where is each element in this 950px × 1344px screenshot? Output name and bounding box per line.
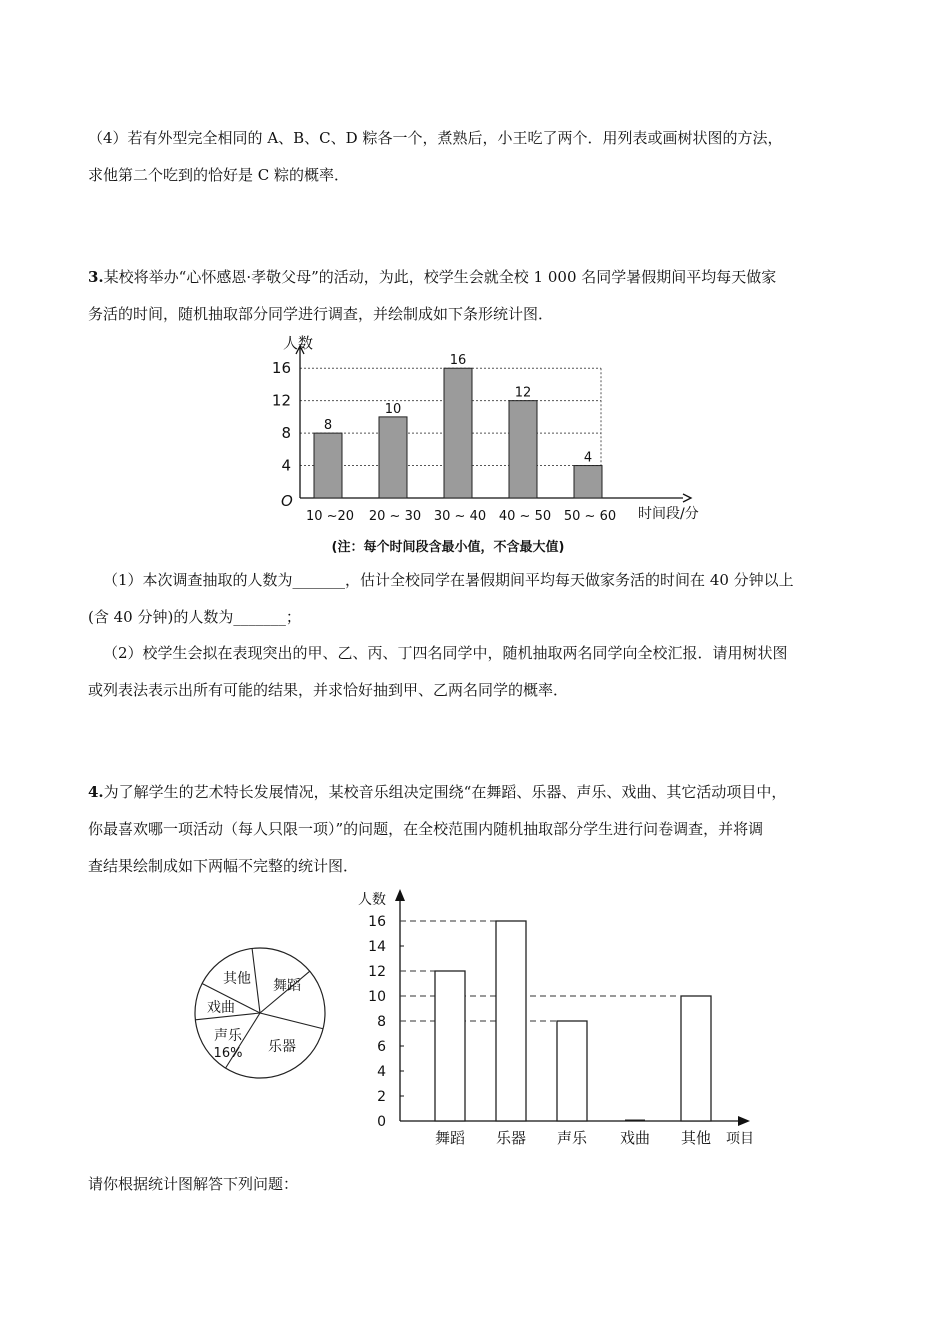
q4-stem-line2: 你最喜欢哪一项活动（每人只限一项）”的问题，在全校范围内随机抽取部分学生进行问卷调查，并将调: [88, 820, 764, 838]
q3-stem-line1: [88, 267, 776, 287]
x-axis-arrow: [683, 494, 691, 502]
q4-stem-text1: 为了解学生的艺术特长发展情况，某校音乐组决定围绕“在舞蹈、乐器、声乐、戏曲、其它活动项目中，: [103, 783, 787, 801]
q3-part1-line2: (含 40 分钟)的人数为_______；: [88, 608, 301, 626]
y-axis-arrow: [395, 889, 405, 901]
y-tick-label: 10: [368, 989, 386, 1005]
bar: [379, 417, 407, 498]
q4-after-line: 请你根据统计图解答下列问题：: [88, 1175, 299, 1193]
chart-note: (注：每个时间段含最小值，不含最大值): [331, 540, 565, 555]
bar: [435, 971, 465, 1121]
x-tick-label: 10 ~20: [305, 509, 355, 524]
q4-number: 4.: [88, 783, 104, 801]
bar-value-label: 10: [384, 401, 402, 417]
y-tick-label: 2: [377, 1089, 386, 1105]
bar: [557, 1021, 587, 1121]
y-tick-label: 16: [368, 914, 386, 930]
origin-label: 0: [377, 1114, 386, 1130]
q3-number: 3.: [88, 268, 104, 286]
y-tick-label: 8: [377, 1014, 386, 1030]
bar: [314, 433, 342, 498]
x-axis-arrow: [738, 1116, 750, 1126]
x-tick-label: 声乐: [556, 1129, 588, 1147]
y-tick-label: 12: [271, 391, 291, 410]
bar: [574, 466, 602, 498]
y-tick-label: 14: [368, 939, 386, 955]
x-tick-label: 40 ~ 50: [498, 509, 552, 524]
q-prev-part4-line2: 求他第二个吃到的恰好是 C 粽的概率．: [88, 166, 350, 184]
q3-part1-line1: （1）本次调查抽取的人数为_______，估计全校同学在暑假期间平均每天做家务活的时间在 40 分钟以上: [103, 571, 794, 589]
y-tick-label: 4: [377, 1064, 386, 1080]
y-tick-label: 8: [281, 424, 291, 443]
q3-bar-chart: [265, 330, 725, 560]
pie-slice-label: 戏曲: [207, 1000, 235, 1016]
x-axis-label: 项目: [726, 1131, 754, 1147]
q3-stem-text1: 某校将举办“心怀感恩·孝敬父母”的活动，为此，校学生会就全校 1 000 名同学暑假期间平均每天做家: [103, 268, 777, 286]
x-tick-label: 戏曲: [619, 1129, 651, 1147]
q4-bar-chart: [350, 885, 765, 1150]
bar-value-label: 4: [583, 450, 593, 466]
y-tick-label: 12: [368, 964, 386, 980]
pie-slice-label: 其他: [223, 971, 251, 987]
y-tick-label: 16: [271, 359, 291, 378]
q3-part2-line1: （2）校学生会拟在表现突出的甲、乙、丙、丁四名同学中，随机抽取两名同学向全校汇报．请用树状图: [103, 644, 788, 662]
bar: [681, 996, 711, 1121]
bar: [509, 401, 537, 498]
y-axis-label: 人数: [358, 892, 386, 908]
q4-pie-chart: [190, 945, 335, 1085]
q4-stem-line1: [88, 782, 786, 802]
x-tick-label: 舞蹈: [434, 1129, 466, 1147]
x-tick-label: 30 ~ 40: [433, 509, 487, 524]
q4-stem-line3: 查结果绘制成如下两幅不完整的统计图．: [88, 857, 359, 875]
pie-slice-label: 乐器: [268, 1039, 296, 1055]
y-tick-label: 6: [377, 1039, 386, 1055]
bar: [444, 368, 472, 498]
bar: [496, 921, 526, 1121]
x-tick-label: 乐器: [495, 1129, 527, 1147]
q-prev-part4-line1: （4）若有外型完全相同的 A、B、C、D 粽各一个，煮熟后，小王吃了两个．用列表或画树状图的方法，: [88, 129, 783, 147]
bar-value-label: 12: [514, 385, 532, 401]
x-tick-label: 其他: [680, 1129, 712, 1147]
x-tick-label: 50 ~ 60: [563, 509, 617, 524]
origin-label: O: [281, 492, 293, 510]
pie-slice-percent: 16%: [213, 1046, 243, 1061]
bar-value-label: 8: [323, 418, 333, 434]
x-tick-label: 20 ~ 30: [368, 509, 422, 524]
pie-slice-label: 声乐: [214, 1028, 242, 1044]
x-axis-label: 时间段/分: [638, 506, 699, 522]
bar-value-label: 16: [449, 353, 467, 369]
q3-part2-line2: 或列表法表示出所有可能的结果，并求恰好抽到甲、乙两名同学的概率．: [88, 681, 569, 699]
y-axis-label: 人数: [283, 334, 314, 352]
q3-stem-line2: 务活的时间，随机抽取部分同学进行调查，并绘制成如下条形统计图．: [88, 305, 554, 323]
y-tick-label: 4: [281, 456, 291, 475]
pie-slice-label: 舞蹈: [273, 978, 301, 994]
